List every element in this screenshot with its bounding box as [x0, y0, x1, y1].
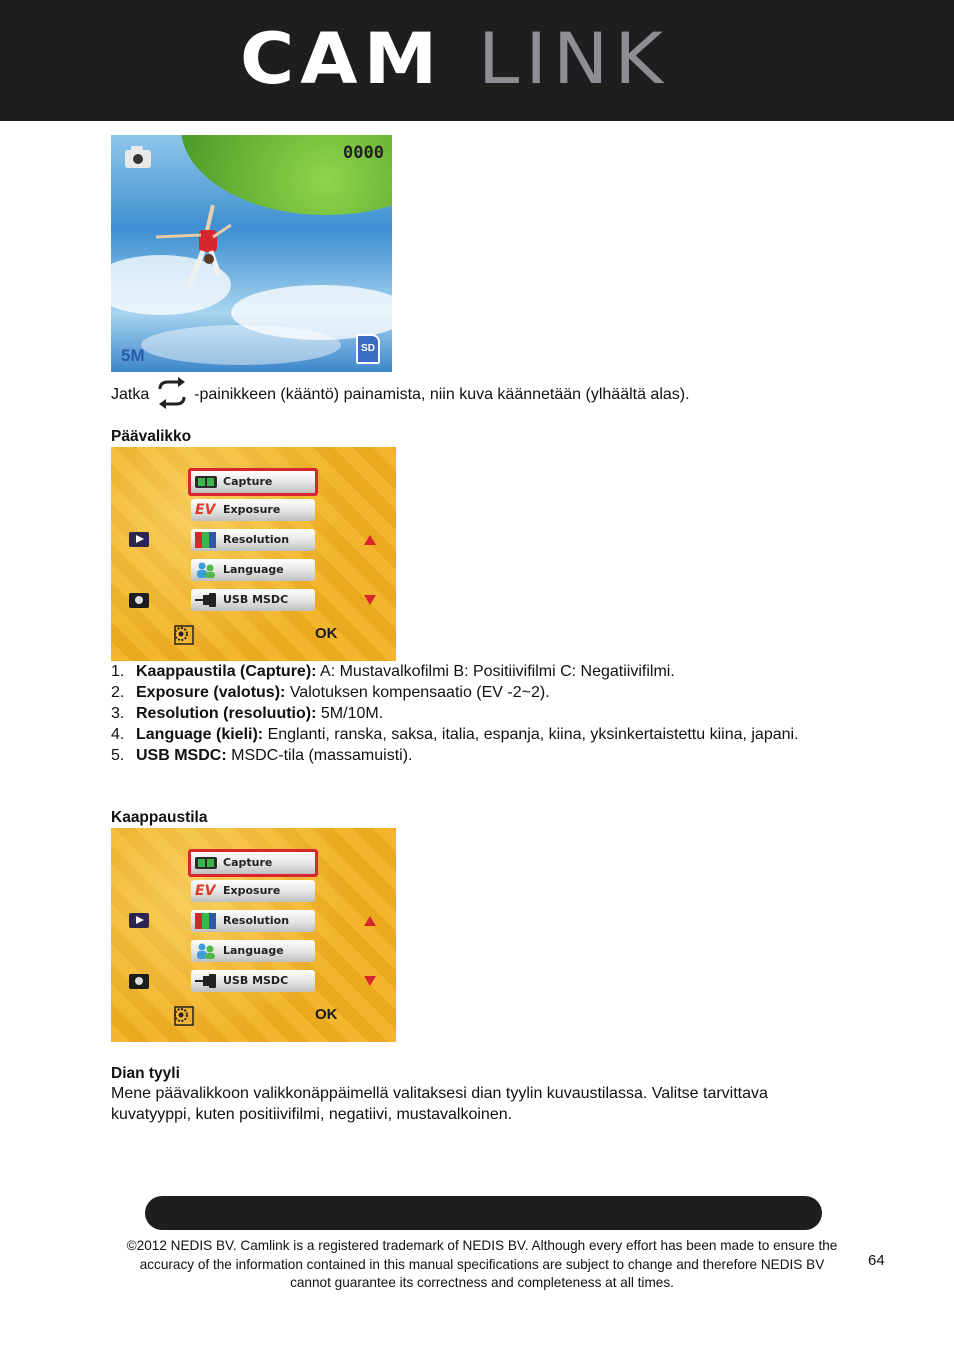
- film-icon: [195, 474, 217, 490]
- list-number: 5.: [111, 747, 125, 764]
- color-bars-icon: [195, 913, 217, 929]
- arrow-down-icon[interactable]: [364, 976, 376, 986]
- page-number: 64: [868, 1252, 885, 1269]
- menu-item-label: Language: [223, 944, 284, 957]
- ok-button[interactable]: OK: [315, 1006, 338, 1023]
- section-heading-slide-style: Dian tyyli: [111, 1065, 180, 1082]
- instruction-suffix: -painikkeen (kääntö) painamista, niin kuva käännetään (ylhäältä alas).: [194, 386, 690, 404]
- ok-button[interactable]: OK: [315, 625, 338, 642]
- logo-link-text: LINK: [478, 18, 669, 100]
- slide-style-paragraph: Mene päävalikkoon valikkonäppäimellä valitaksesi dian tyylin kuvaustilassa. Valitse tarvittava kuvatyyppi, kuten positiivifilmi, negatiivi, mustavalkoinen.: [111, 1085, 768, 1123]
- footer-bar: [145, 1196, 822, 1230]
- menu-item-label: Capture: [223, 475, 273, 488]
- usb-icon: [195, 973, 217, 989]
- menu-item-label: Resolution: [223, 914, 290, 927]
- menu-item-capture[interactable]: [188, 468, 318, 496]
- page-header: [0, 0, 954, 121]
- list-item: [111, 661, 851, 682]
- list-number: 2.: [111, 684, 125, 701]
- feature-term: Language (kieli):: [136, 726, 264, 743]
- footer-copyright: ©2012 NEDIS BV. Camlink is a registered trademark of NEDIS BV. Although every effort has been made to ensure the accuracy of the information contained in this manual specifications are subject to change and therefore NEDIS BV cannot guarantee its correctness and completeness at all times.: [126, 1238, 838, 1290]
- list-item: [111, 745, 851, 766]
- menu-item-language[interactable]: [191, 559, 315, 581]
- section-heading-main-menu: Päävalikko: [111, 428, 192, 445]
- feature-term: Kaappaustila (Capture):: [136, 663, 317, 680]
- playback-mode-icon: [129, 913, 149, 928]
- feature-term: Resolution (resoluutio):: [136, 705, 317, 722]
- camlink-logo: [240, 18, 720, 100]
- menu-item-label: Language: [223, 563, 284, 576]
- sd-card-icon: SD: [356, 334, 380, 364]
- menu-item-label: Capture: [223, 856, 273, 869]
- rotate-instruction: [111, 378, 690, 412]
- menu-item-resolution[interactable]: [191, 910, 315, 932]
- list-number: 1.: [111, 663, 125, 680]
- list-number: 4.: [111, 726, 125, 743]
- menu-item-exposure[interactable]: [191, 880, 315, 902]
- menu-item-label: Exposure: [223, 503, 281, 516]
- list-number: 3.: [111, 705, 125, 722]
- people-icon: [195, 562, 217, 578]
- color-bars-icon: [195, 532, 217, 548]
- list-item: [111, 724, 851, 745]
- menu-item-label: USB MSDC: [223, 593, 289, 606]
- feature-term: Exposure (valotus):: [136, 684, 286, 701]
- settings-gear-icon: [171, 1006, 195, 1026]
- camera-mode-icon: [129, 593, 149, 608]
- rotate-icon: [154, 376, 190, 410]
- shot-counter: 0000: [343, 143, 384, 163]
- feature-desc: Englanti, ranska, saksa, italia, espanja, kiina, yksinkertaistettu kiina, japani.: [267, 726, 799, 743]
- people-icon: [195, 943, 217, 959]
- feature-term: USB MSDC:: [136, 747, 227, 764]
- feature-desc: A: Mustavalkofilmi B: Positiivifilmi C: Negatiivifilmi.: [320, 663, 675, 680]
- feature-desc: 5M/10M.: [320, 705, 384, 722]
- menu-item-usb-msdc[interactable]: [191, 970, 315, 992]
- instruction-prefix: Jatka: [111, 386, 150, 404]
- ev-icon: EV: [195, 502, 216, 518]
- feature-desc: Valotuksen kompensaatio (EV -2~2).: [289, 684, 550, 701]
- camera-mode-icon: [125, 150, 151, 168]
- camera-mode-icon: [129, 974, 149, 989]
- list-item: [111, 682, 851, 703]
- film-icon: [195, 855, 217, 871]
- menu-item-label: Exposure: [223, 884, 281, 897]
- resolution-indicator: 5M: [121, 346, 145, 365]
- menu-item-language[interactable]: [191, 940, 315, 962]
- playback-mode-icon: [129, 532, 149, 547]
- menu-item-usb-msdc[interactable]: [191, 589, 315, 611]
- settings-gear-icon: [171, 625, 195, 645]
- cloud: [141, 325, 341, 365]
- usb-icon: [195, 592, 217, 608]
- arrow-down-icon[interactable]: [364, 595, 376, 605]
- main-menu-screen: [111, 447, 396, 661]
- person-figure: [151, 195, 241, 290]
- logo-cam-text: CAM: [240, 18, 444, 100]
- menu-feature-list: [111, 661, 851, 766]
- menu-item-resolution[interactable]: [191, 529, 315, 551]
- menu-item-label: USB MSDC: [223, 974, 289, 987]
- section-heading-capture: Kaappaustila: [111, 809, 208, 826]
- arrow-up-icon[interactable]: [364, 916, 376, 926]
- menu-item-exposure[interactable]: [191, 499, 315, 521]
- flipped-photo-screen: [111, 135, 392, 372]
- arrow-up-icon[interactable]: [364, 535, 376, 545]
- menu-item-capture[interactable]: [188, 849, 318, 877]
- ev-icon: EV: [195, 883, 216, 899]
- menu-item-label: Resolution: [223, 533, 290, 546]
- list-item: [111, 703, 851, 724]
- feature-desc: MSDC-tila (massamuisti).: [231, 747, 413, 764]
- capture-menu-screen: [111, 828, 396, 1042]
